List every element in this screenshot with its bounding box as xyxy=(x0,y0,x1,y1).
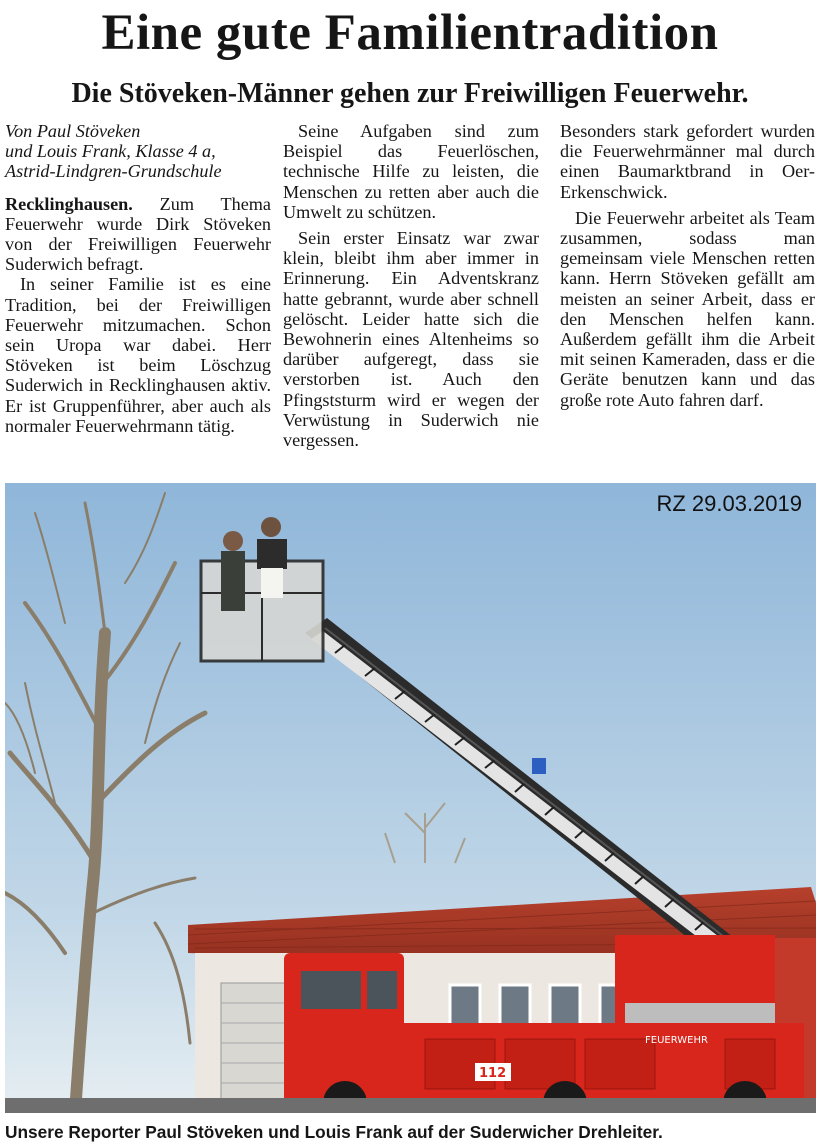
paragraph-team: Die Feuerwehr arbeitet als Team zusammen, sodass man gemeinsam viele Menschen retten kann. Herrn Stöveken gefällt am meisten an seiner Arbeit, dass er den Menschen helfen kann. Außerdem gefällt ihm die Arbeit mit seinen Kameraden, dass er die Geräte benutzen kann und das große rote Auto fahren darf. xyxy=(560,207,815,410)
headline: Eine gute Familientradition xyxy=(101,5,719,61)
truck-label: FEUERWEHR xyxy=(645,1035,708,1046)
fire-ladder-photo xyxy=(5,483,816,1113)
subheadline: Die Stöveken-Männer gehen zur Freiwilligen Feuerwehr. xyxy=(71,78,749,109)
paragraph-text: Zum Thema Feuerwehr wurde Dirk Stöveken von der Freiwilligen Feuerwehr Suderwich befragt. xyxy=(5,193,271,275)
byline xyxy=(5,121,271,182)
paragraph-tasks: Seine Aufgaben sind zum Beispiel das Feuerlöschen, technische Hilfe zu leisten, die Menschen zu retten aber auch die Umwelt zu schützen. xyxy=(283,121,539,222)
paragraph-first-mission-text: Sein erster Einsatz war zwar klein, bleibt ihm aber immer in Erinnerung. Ein Adventskranz hatte gebrannt, wurde aber schnell gelöscht. Leider hatte sich die Bewohnerin eines Altenheims so darüber aufgeregt, dass sie verstorben ist. Auch den Pfingststurm wird er wegen der Verwüstung in Suderwich nie vergessen. xyxy=(283,228,539,451)
dateline: Recklinghausen. xyxy=(5,193,133,214)
byline-line: Von Paul Stöveken xyxy=(5,121,141,141)
article-photo xyxy=(5,483,816,1113)
paragraph-tradition: In seiner Familie ist es eine Tradition, bei der Freiwilligen Feuerwehr mitzumachen. Schon sein Uropa war dabei. Herr Stöveken ist beim Löschzug Suderwich in Recklinghausen aktiv. Er ist Gruppenführer, aber auch als normaler Feuerwehrmann tätig. xyxy=(5,274,271,436)
byline-line: Astrid-Lindgren-Grundschule xyxy=(5,161,222,182)
article-column-2 xyxy=(283,121,539,450)
byline-line: und Louis Frank, Klasse 4 a, xyxy=(5,141,216,162)
truck-number: 112 xyxy=(479,1066,507,1081)
article-column-3 xyxy=(560,121,815,410)
paragraph-first-mission-cont xyxy=(560,121,815,202)
paragraph-first-mission-rest: Besonders stark gefordert wurden die Feuerwehrmänner mal durch einen Baumarktbrand in Oer-Erkenschwick. xyxy=(560,121,815,202)
paragraph-intro xyxy=(5,194,271,275)
photo-caption: Unsere Reporter Paul Stöveken und Louis Frank auf der Suderwicher Drehleiter. xyxy=(5,1122,663,1142)
date-stamp: RZ 29.03.2019 xyxy=(656,491,802,516)
article-column-1 xyxy=(5,121,271,436)
paragraph-first-mission xyxy=(283,228,539,450)
